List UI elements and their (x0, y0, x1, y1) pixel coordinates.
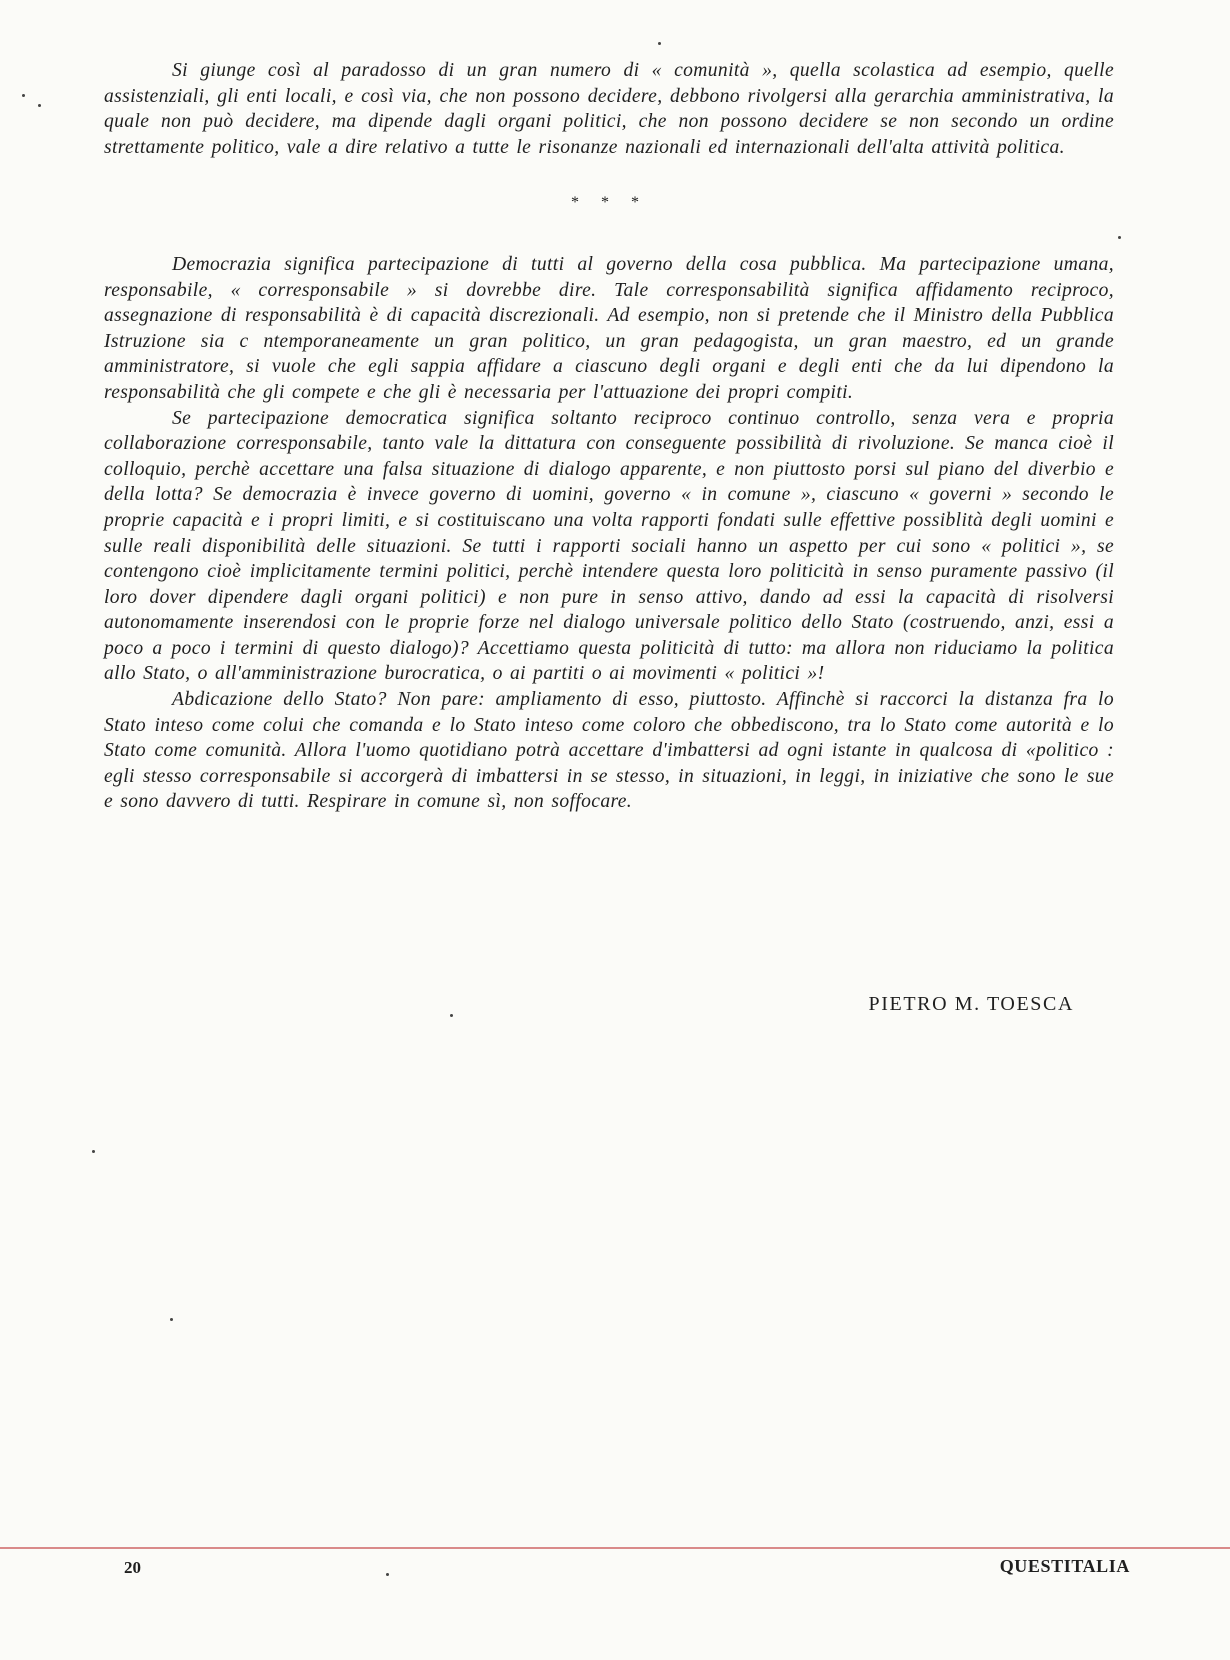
scan-speck (386, 1573, 389, 1576)
author-signature: PIETRO M. TOESCA (868, 993, 1074, 1015)
scan-speck (450, 1014, 453, 1017)
scan-speck (38, 104, 41, 107)
paragraph-1: Si giunge così al paradosso di un gran numero di « comunità », quella scolastica ad esempio, quelle assistenziali, gli enti locali, e così via, che non possono decidere, debbono rivolgersi alla gerarchia amministrativa, la quale non può decidere, ma dipende dagli organi politici, che non possono decidere se non secondo un ordine strettamente politico, vale a dire relativo a tutte le risonanze nazionali ed internazionali dell'alta attività politica. (104, 60, 1114, 158)
paragraph-4: Abdicazione dello Stato? Non pare: ampliamento di esso, piuttosto. Affinchè si raccorci la distanza fra lo Stato inteso come colui che comanda e lo Stato inteso come coloro che obbediscono, tra lo Stato come autorità e lo Stato come comunità. Allora l'uomo quotidiano potrà accettare d'imbattersi ad ogni istante in qualcosa di «politico : egli stesso corresponsabile si accorgerà di imbattersi in se stesso, in situazioni, in leggi, in iniziative che sono le sue e sono davvero di tutti. Respirare in comune sì, non soffocare. (104, 689, 1114, 813)
page-number: 20 (124, 1558, 141, 1577)
section-separator: * * * (571, 194, 647, 212)
scan-speck (658, 42, 661, 45)
scan-speck (92, 1150, 95, 1153)
article-body (104, 58, 1114, 815)
paragraph-3: Se partecipazione democratica significa soltanto reciproco continuo controllo, senza vera e propria collaborazione corresponsabile, tanto vale la dittatura con conseguente possibilità di rivoluzione. Se manca cioè il colloquio, perchè accettare una falsa situazione di dialogo apparente, e non piuttosto porsi sul piano del diverbio e della lotta? Se democrazia è invece governo di uomini, governo « in comune », ciascuno « governi » secondo le proprie capacità e i propri limiti, e si costituiscano una volta rapporti fondati sulle effettive possiblità degli uomini e sulle reali disponibilità delle situazioni. Se tutti i rapporti sociali hanno un aspetto per cui sono « politici », se contengono cioè implicitamente termini politici, perchè intendere questa loro politicità in senso puramente passivo (il loro dover dipendere dagli organi politici) e non pure in senso attivo, dando ad essi la capacità di risolversi autonomamente inserendosi con le proprie forze nel dialogo universale politico dello Stato (costruendo, anzi, essi a poco a poco i termini di questo dialogo)? Accettiamo questa politicità di tutto: ma allora non riduciamo la politica allo Stato, o all'amministrazione burocratica, o ai partiti o ai movimenti « politici »! (104, 407, 1114, 685)
paragraph-2: Democrazia significa partecipazione di tutti al governo della cosa pubblica. Ma partecipazione umana, responsabile, « corresponsabile » si dovrebbe dire. Tale corresponsabilità significa affidamento reciproco, assegnazione di responsabilità è di capacità discrezionali. Ad esempio, non si pretende che il Ministro della Pubblica Istruzione sia c ntemporaneamente un gran politico, un gran pedagogista, un gran maestro, ed un grande amministratore, si vuole che egli sappia affidare a ciascuno degli organi e degli enti che da lui dipendono la responsabilità che gli compete e che gli è necessaria per l'attuazione dei propri compiti. (104, 253, 1114, 403)
scan-speck (22, 94, 25, 97)
footer-rule (0, 1547, 1230, 1549)
scan-speck (170, 1318, 173, 1321)
scan-speck (1118, 236, 1121, 239)
journal-title: QUESTITALIA (999, 1556, 1130, 1576)
